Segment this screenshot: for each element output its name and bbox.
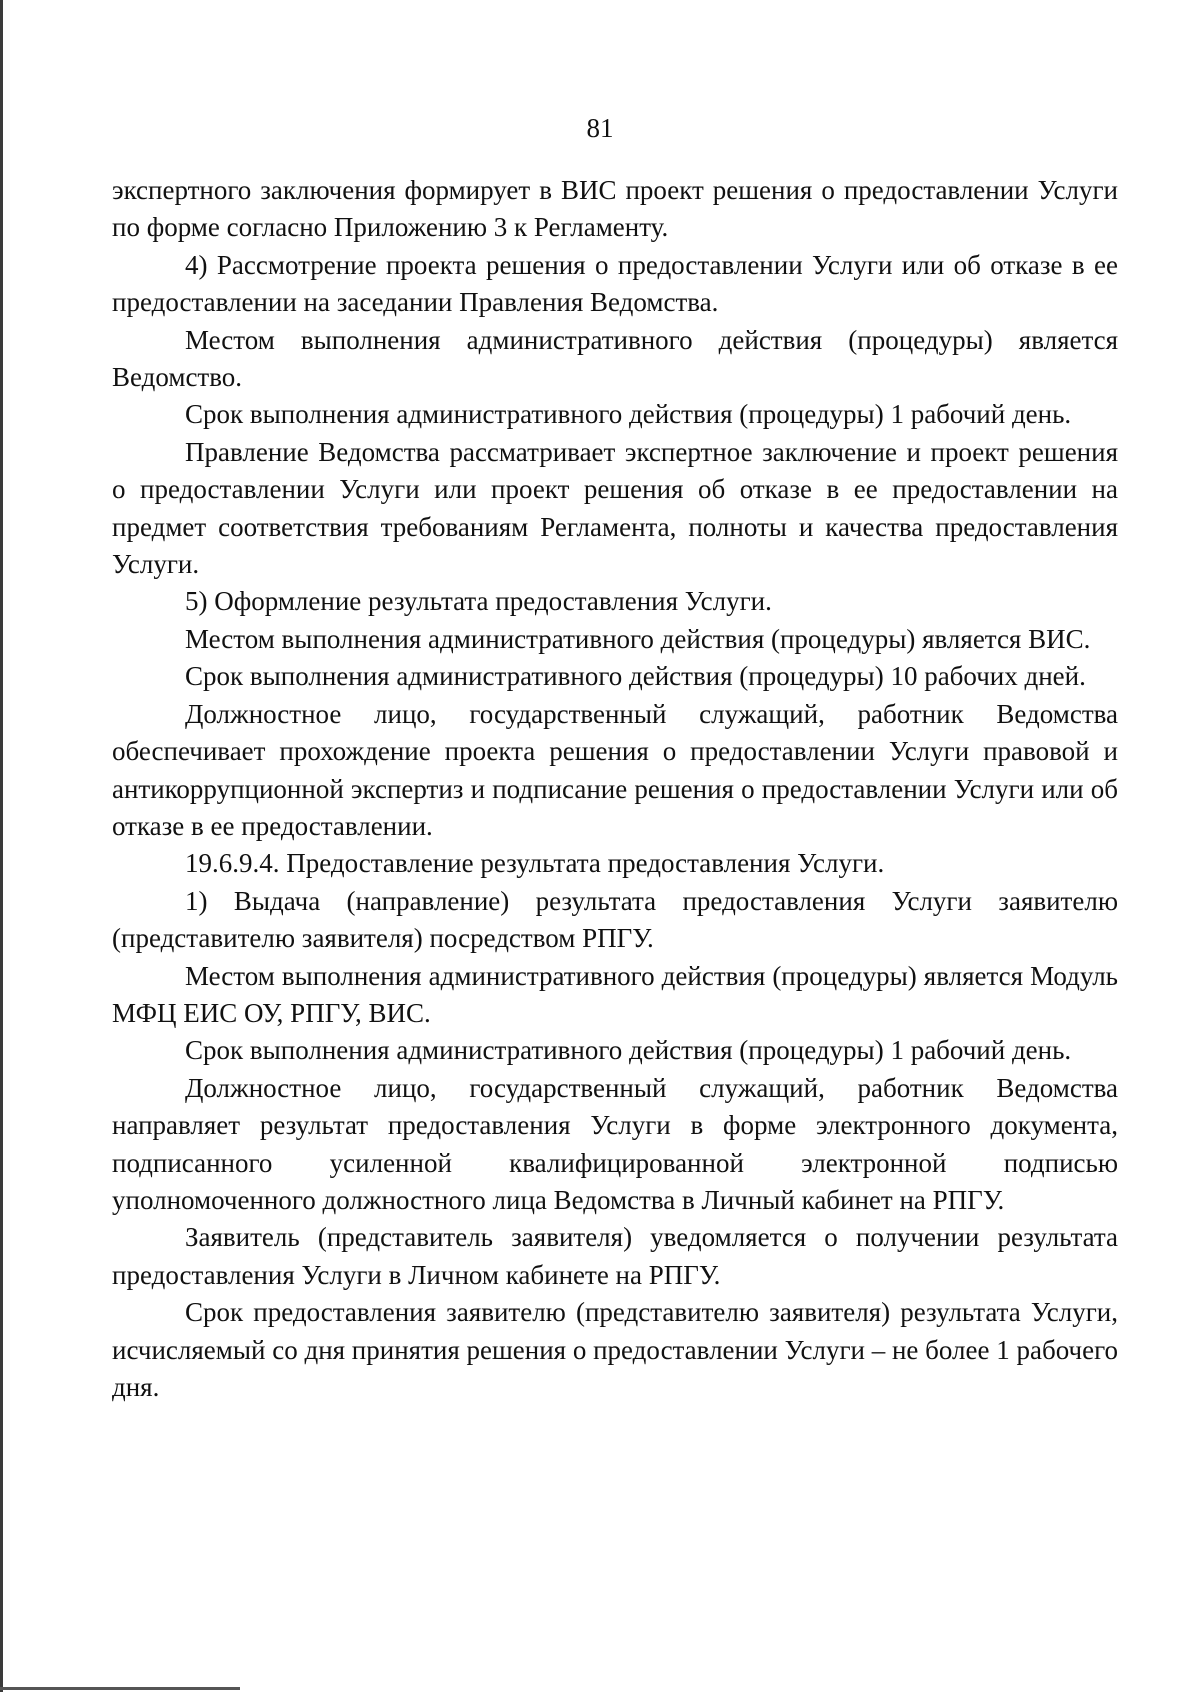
paragraph-16: Срок предоставления заявителю (представителю заявителя) результата Услуги, исчисляемый со дня принятия решения о предоставлении Услуги – не более 1 рабочего дня. xyxy=(112,1297,1118,1402)
paragraph-7: Местом выполнения административного действия (процедуры) является ВИС. xyxy=(185,623,1091,654)
paragraph-4: Срок выполнения административного действия (процедуры) 1 рабочий день. xyxy=(185,399,1072,430)
paragraph-12: Местом выполнения административного действия (процедуры) является Модуль МФЦ ЕИС ОУ, РПГУ, ВИС. xyxy=(112,960,1118,1028)
paragraph-10: 19.6.9.4. Предоставление результата предоставления Услуги. xyxy=(185,848,885,879)
scan-left-border xyxy=(0,0,3,1692)
paragraph-11: 1) Выдача (направление) результата предоставления Услуги заявителю (представителю заявителя) посредством РПГУ. xyxy=(112,885,1118,954)
page-number: 81 xyxy=(586,113,614,143)
paragraph-5: Правление Ведомства рассматривает экспертное заключение и проект решения о предоставлении Услуги или проект решения об отказе в ее предоставлении на предмет соответствия требованиям Регламента, полноты и качества предоставления Услуги. xyxy=(112,436,1118,580)
paragraph-13: Срок выполнения административного действия (процедуры) 1 рабочий день. xyxy=(185,1035,1072,1066)
paragraph-1: экспертного заключения формирует в ВИС проект решения о предоставлении Услуги по форме согласно Приложению 3 к Регламенту. xyxy=(112,175,1118,243)
paragraph-15: Заявитель (представитель заявителя) уведомляется о получении результата предоставления Услуги в Личном кабинете на РПГУ. xyxy=(112,1222,1118,1290)
paragraph-14: Должностное лицо, государственный служащий, работник Ведомства направляет результат предоставления Услуги в форме электронного документа, подписанного усиленной квалифицированной электронной подписью уполномоченного должностного лица Ведомства в Личный кабинет на РПГУ. xyxy=(112,1072,1118,1215)
scan-bottom-line xyxy=(0,1687,240,1690)
paragraph-3: Местом выполнения административного действия (процедуры) является Ведомство. xyxy=(112,324,1118,393)
paragraph-2: 4) Рассмотрение проекта решения о предоставлении Услуги или об отказе в ее предоставлении на заседании Правления Ведомства. xyxy=(112,249,1118,318)
paragraph-9: Должностное лицо, государственный служащий, работник Ведомства обеспечивает прохождение проекта решения о предоставлении Услуги правовой и антикоррупционной экспертиз и подписание решения о предоставлении Услуги или об отказе в ее предоставлении. xyxy=(112,698,1118,841)
paragraph-6: 5) Оформление результата предоставления Услуги. xyxy=(185,586,772,617)
paragraph-8: Срок выполнения административного действия (процедуры) 10 рабочих дней. xyxy=(185,661,1086,692)
document-body xyxy=(112,172,1118,1406)
